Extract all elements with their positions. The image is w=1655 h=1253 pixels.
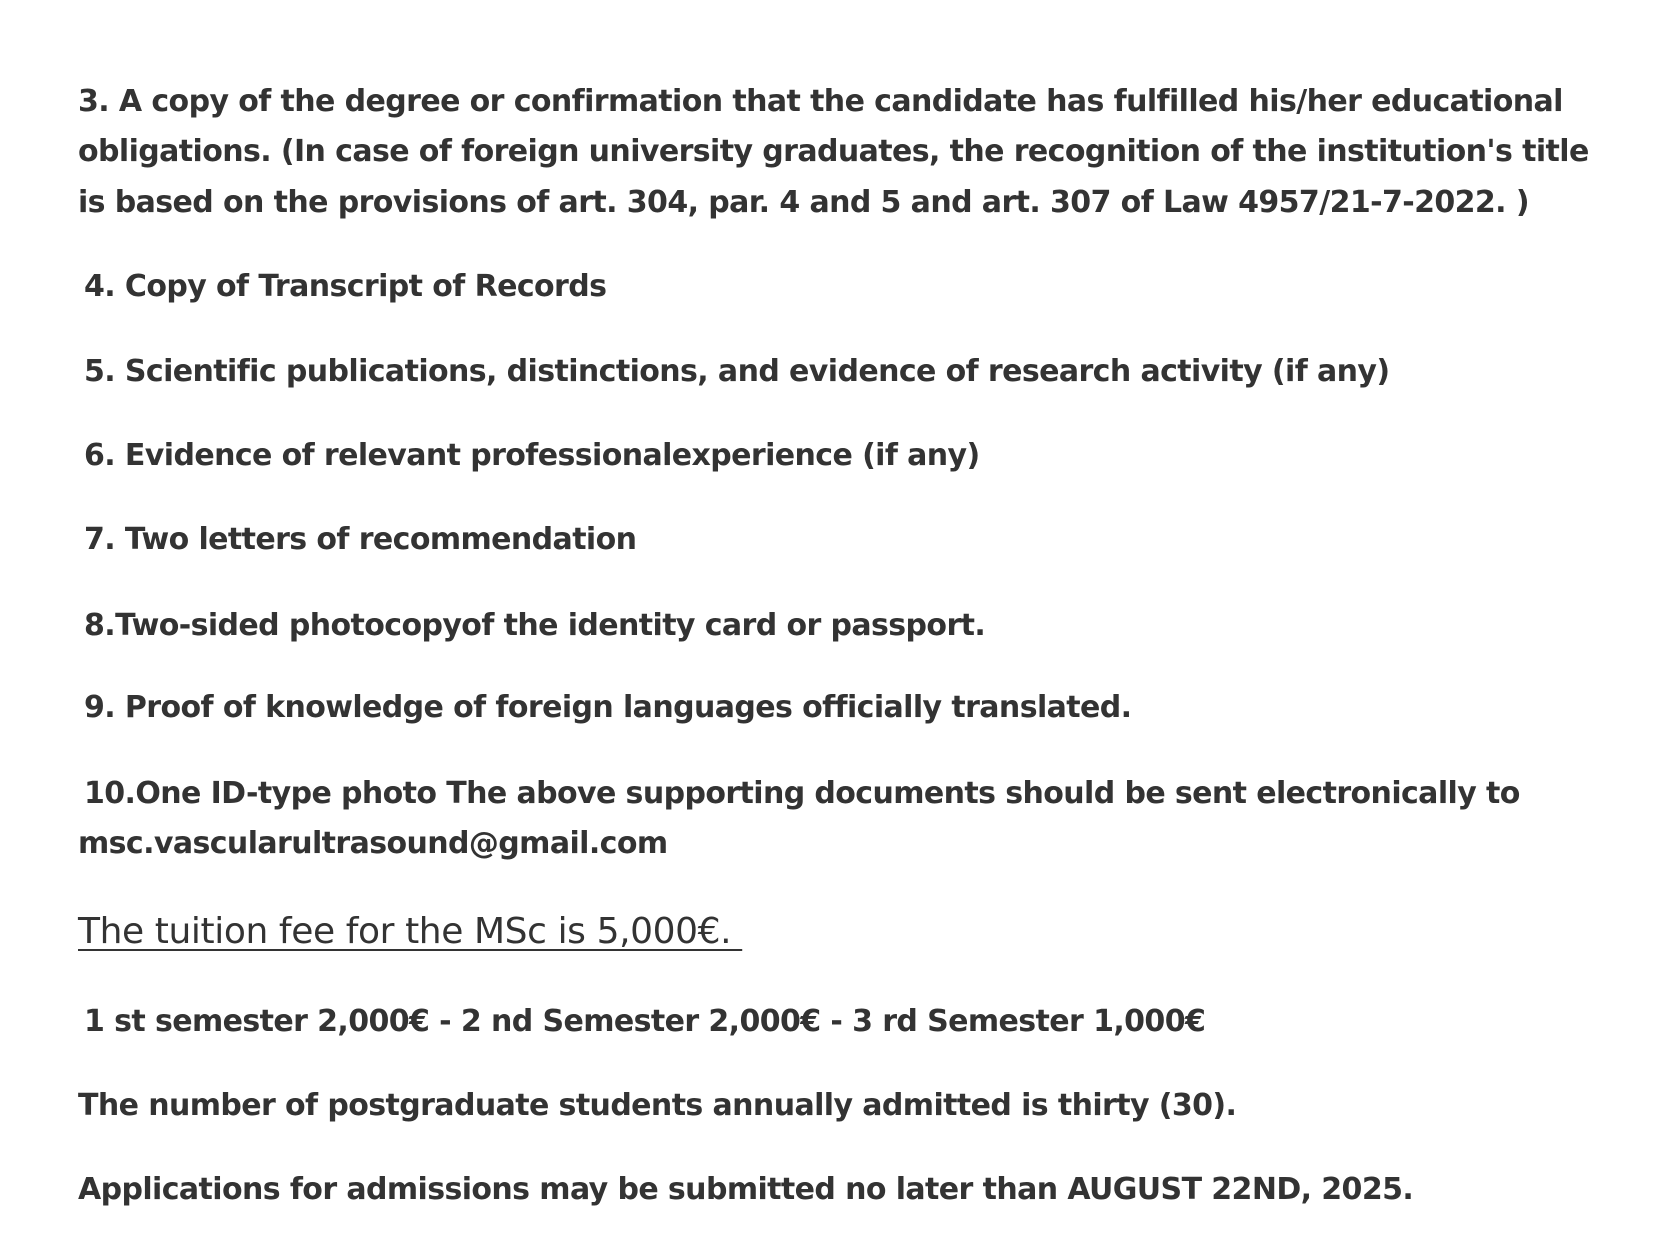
item-3-line-1: 3. A copy of the degree or confirmation that the candidate has fulfilled his/her educational	[78, 84, 1563, 119]
tuition-breakdown: 1 st semester 2,000€ - 2 nd Semester 2,000€ - 3 rd Semester 1,000€	[84, 1004, 1206, 1039]
item-8: 8.Two-sided photocopyof the identity card or passport.	[84, 608, 986, 643]
item-5: 5. Scientific publications, distinctions, and evidence of research activity (if any)	[84, 354, 1390, 389]
item-10-line-1: 10.One ID-type photo The above supporting documents should be sent electronically to	[84, 776, 1520, 811]
item-3-line-2: obligations. (In case of foreign university graduates, the recognition of the institution's title	[78, 134, 1589, 169]
admission-count: The number of postgraduate students annually admitted is thirty (30).	[78, 1088, 1237, 1123]
item-3-line-3: is based on the provisions of art. 304, par. 4 and 5 and art. 307 of Law 4957/21-7-2022. )	[78, 185, 1529, 220]
tuition-heading: The tuition fee for the MSc is 5,000€.	[78, 911, 743, 952]
item-6: 6. Evidence of relevant professionalexperience (if any)	[84, 438, 980, 473]
item-9: 9. Proof of knowledge of foreign languages officially translated.	[84, 690, 1132, 725]
item-4: 4. Copy of Transcript of Records	[84, 269, 607, 304]
contact-email[interactable]: msc.vascularultrasound@gmail.com	[78, 826, 668, 861]
application-deadline: Applications for admissions may be submitted no later than AUGUST 22ND, 2025.	[78, 1172, 1414, 1207]
item-7: 7. Two letters of recommendation	[84, 522, 637, 557]
